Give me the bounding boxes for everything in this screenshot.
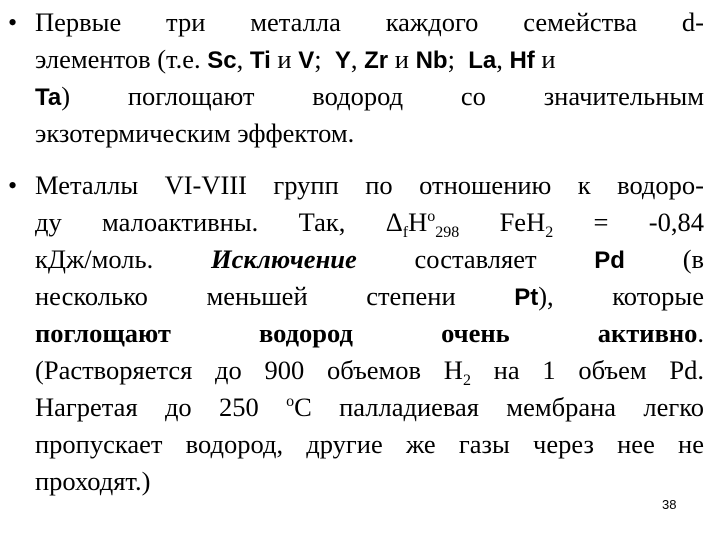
element-ti: Ti bbox=[249, 47, 271, 74]
text: = -0,84 bbox=[593, 207, 704, 237]
bullet1-line-3 bbox=[35, 78, 704, 115]
subscript: 298 bbox=[435, 224, 460, 241]
text: С палладиевая мембрана легко bbox=[294, 392, 704, 422]
text: FeH bbox=[499, 207, 546, 237]
text: ; bbox=[314, 44, 322, 74]
element-la: La bbox=[468, 47, 497, 74]
element-sc: Sc bbox=[207, 47, 237, 74]
element-zr: Zr bbox=[364, 47, 389, 74]
subscript: f bbox=[402, 224, 409, 241]
bullet1-line-1 bbox=[35, 4, 704, 41]
bullet-marker: • bbox=[8, 171, 18, 200]
text: кДж/моль. bbox=[35, 244, 154, 274]
bullet2-line-8 bbox=[35, 426, 704, 463]
text: ), которые bbox=[538, 281, 704, 311]
bullet2-line-5 bbox=[35, 315, 704, 352]
text: ду малоактивны. Так, Δ bbox=[35, 207, 403, 237]
text: (в bbox=[682, 244, 705, 274]
text: . bbox=[697, 318, 705, 348]
bullet1-line-4 bbox=[35, 115, 704, 152]
text: H bbox=[408, 207, 428, 237]
bullet2-line-9 bbox=[35, 463, 704, 500]
text: ; bbox=[447, 44, 455, 74]
text: Первые три металла каждого семейства d- bbox=[35, 7, 704, 37]
bullet2-line-7 bbox=[35, 389, 704, 426]
element-y: Y bbox=[334, 47, 351, 74]
text: ) поглощают водород со значительным bbox=[61, 81, 704, 111]
text: и bbox=[277, 44, 292, 74]
text: Нагретая до 250 bbox=[35, 392, 259, 422]
degree-celsius bbox=[286, 392, 294, 422]
bold-word: водород bbox=[259, 318, 353, 348]
text: пропускает водород, другие же газы через нее не bbox=[35, 429, 704, 459]
text: экзотермическим эффектом. bbox=[35, 118, 355, 148]
subscript: 2 bbox=[462, 372, 471, 389]
text: , bbox=[350, 44, 358, 74]
page-number: 38 bbox=[662, 497, 677, 512]
bold-phrase-end bbox=[598, 318, 704, 348]
text: , bbox=[496, 44, 503, 74]
text: (Растворяется до 900 объемов H bbox=[35, 355, 463, 385]
emphasis-exception: Исключение bbox=[210, 244, 357, 274]
element-pd: Pd bbox=[594, 247, 625, 274]
bullet2-line-3 bbox=[35, 241, 704, 278]
bullet2-line-2 bbox=[35, 204, 704, 241]
text: на 1 объем Pd. bbox=[493, 355, 704, 385]
bullet2-line-1 bbox=[35, 167, 704, 204]
bold-word: поглощают bbox=[35, 318, 171, 348]
superscript: o bbox=[427, 208, 436, 225]
bullet2-line-6 bbox=[35, 352, 704, 389]
bullet1-line-2 bbox=[35, 41, 715, 78]
bullet-marker: • bbox=[8, 8, 18, 37]
bold-word: очень bbox=[441, 318, 510, 348]
bold-word: активно bbox=[597, 318, 698, 348]
text: проходят.) bbox=[35, 466, 151, 496]
text: , bbox=[236, 44, 244, 74]
text: элементов (т.е. bbox=[35, 44, 201, 74]
text: составляет bbox=[414, 244, 537, 274]
text: Металлы VI-VIII групп по отношению к водоро- bbox=[35, 170, 704, 200]
superscript: о bbox=[286, 393, 295, 410]
text: и bbox=[394, 44, 409, 74]
text: несколько меньшей степени bbox=[35, 281, 456, 311]
subscript: 2 bbox=[545, 224, 554, 241]
element-pt: Pt bbox=[514, 284, 539, 311]
element-hf: Hf bbox=[509, 47, 535, 74]
element-v: V bbox=[298, 47, 315, 74]
text: и bbox=[541, 44, 556, 74]
bullet2-line-4 bbox=[35, 278, 704, 315]
element-nb: Nb bbox=[415, 47, 448, 74]
element-ta: Ta bbox=[35, 84, 62, 111]
